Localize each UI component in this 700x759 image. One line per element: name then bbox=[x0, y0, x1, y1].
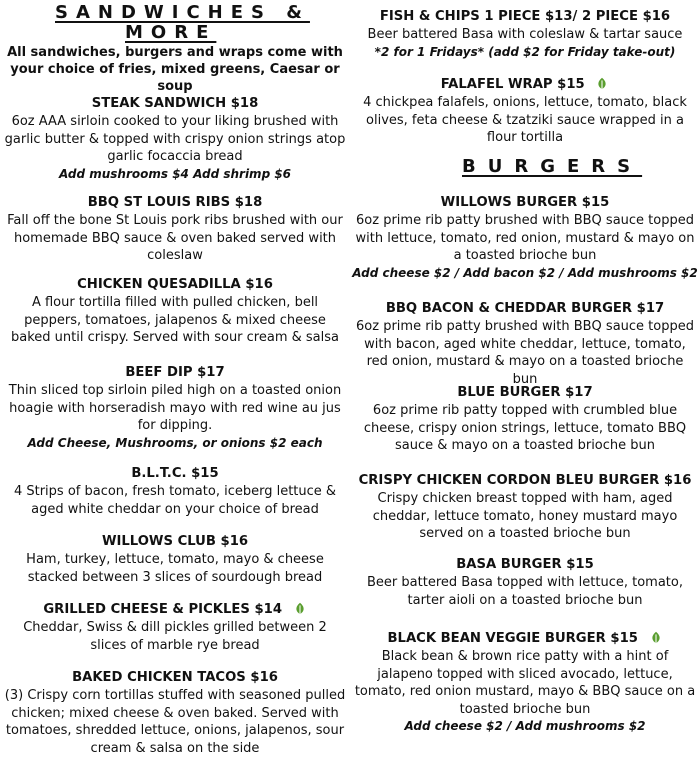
item-description: 6oz prime rib patty topped with crumbled blue cheese, crispy onion strings, lettuce, tomato BBQ sauce & mayo on a toasted brioche bun bbox=[363, 403, 687, 453]
item-title: FISH & CHIPS 1 PIECE $13/ 2 PIECE $16 bbox=[379, 9, 671, 24]
item-add-ons: *2 for 1 Fridays* (add $2 for Friday take-out) bbox=[374, 44, 676, 59]
item-title: B.L.T.C. $15 bbox=[131, 466, 219, 481]
menu-item-willows-club bbox=[0, 533, 350, 586]
item-add-ons: Add Cheese, Mushrooms, or onions $2 each bbox=[27, 435, 323, 450]
item-description: Fall off the bone St Louis pork ribs brushed with our homemade BBQ sauce & oven baked served with coleslaw bbox=[7, 213, 343, 263]
item-description: 6oz AAA sirloin cooked to your liking brushed with garlic butter & topped with crispy onion strings atop garlic focaccia bread bbox=[4, 114, 346, 164]
item-description: Cheddar, Swiss & dill pickles grilled between 2 slices of marble rye bread bbox=[23, 620, 327, 653]
leaf-icon bbox=[595, 76, 609, 90]
menu-item-chicken-quesadilla bbox=[0, 276, 350, 347]
item-title: BEEF DIP $17 bbox=[125, 365, 225, 380]
item-description: Black bean & brown rice patty with a hint of jalapeno topped with sliced avocado, lettuce, tomato, red onion mustard, mayo & BBQ sauce on a toasted brioche bun bbox=[354, 649, 696, 717]
item-description: Ham, turkey, lettuce, tomato, mayo & cheese stacked between 3 slices of sourdough bread bbox=[26, 552, 324, 585]
item-title: BLUE BURGER $17 bbox=[457, 385, 593, 400]
leaf-icon bbox=[649, 630, 663, 644]
item-title: BASA BURGER $15 bbox=[456, 557, 594, 572]
sandwiches-intro bbox=[0, 44, 350, 95]
item-title: WILLOWS BURGER $15 bbox=[440, 195, 610, 210]
menu-item-fish-and-chips bbox=[350, 8, 700, 61]
item-description: Crispy chicken breast topped with ham, aged cheddar, lettuce tomato, honey mustard mayo served on a toasted brioche bun bbox=[372, 491, 678, 541]
item-description: Beer battered Basa with coleslaw & tartar sauce bbox=[367, 27, 683, 42]
menu-item-bbq-ribs bbox=[0, 194, 350, 265]
item-title: WILLOWS CLUB $16 bbox=[101, 534, 249, 549]
intro-line-2: your choice of fries, mixed greens, Caesar or soup bbox=[10, 62, 340, 94]
item-title: BBQ ST LOUIS RIBS $18 bbox=[87, 195, 263, 210]
item-title: GRILLED CHEESE & PICKLES $14 bbox=[43, 602, 283, 617]
leaf-icon bbox=[293, 601, 307, 615]
menu-item-baked-chicken-tacos bbox=[0, 669, 350, 757]
item-title-row bbox=[0, 601, 350, 619]
item-title-row bbox=[350, 630, 700, 648]
item-description: 4 chickpea falafels, onions, lettuce, tomato, black olives, feta cheese & tzatziki sauce wrapped in a flour tortilla bbox=[363, 95, 687, 145]
item-title: STEAK SANDWICH $18 bbox=[91, 96, 259, 111]
item-title: FALAFEL WRAP $15 bbox=[440, 77, 585, 92]
menu-item-beef-dip bbox=[0, 364, 350, 452]
item-add-ons: Add cheese $2 / Add mushrooms $2 bbox=[404, 719, 646, 733]
section-heading-sandwiches: SANDWICHES & bbox=[55, 2, 310, 23]
item-title: CRISPY CHICKEN CORDON BLEU BURGER $16 bbox=[358, 473, 692, 488]
intro-line-1: All sandwiches, burgers and wraps come with bbox=[7, 45, 343, 60]
menu-item-blue-burger bbox=[350, 384, 700, 455]
menu-item-basa-burger bbox=[350, 556, 700, 609]
section-heading-more: MORE bbox=[125, 22, 217, 43]
item-description: 6oz prime rib patty brushed with BBQ sauce topped with bacon, aged white cheddar, lettuce, tomato, red onion, mustard & mayo on a toasted brioche bun bbox=[356, 319, 694, 387]
item-description: (3) Crispy corn tortillas stuffed with seasoned pulled chicken; mixed cheese & oven baked. Served with tomatoes, shredded lettuce, onions, jalapenos, sour cream & salsa on the side bbox=[4, 688, 346, 756]
item-description: 6oz prime rib patty brushed with BBQ sauce topped with lettuce, tomato, red onion, mustard & mayo on a toasted brioche bun bbox=[355, 213, 695, 263]
menu-item-willows-burger bbox=[350, 194, 700, 282]
menu-item-bltc bbox=[0, 465, 350, 518]
item-title: BLACK BEAN VEGGIE BURGER $15 bbox=[387, 631, 638, 646]
item-title-row bbox=[350, 76, 700, 94]
item-description: Thin sliced top sirloin piled high on a toasted onion hoagie with horseradish mayo with red wine au jus for dipping. bbox=[8, 383, 342, 433]
menu-item-falafel-wrap bbox=[350, 76, 700, 147]
item-description: 4 Strips of bacon, fresh tomato, iceberg lettuce & aged white cheddar on your choice of bread bbox=[13, 484, 337, 517]
item-title: BBQ BACON & CHEDDAR BURGER $17 bbox=[385, 301, 665, 316]
item-title: BAKED CHICKEN TACOS $16 bbox=[72, 670, 278, 685]
menu-item-steak-sandwich bbox=[0, 95, 350, 183]
menu-item-cordon-bleu-burger bbox=[350, 472, 700, 543]
menu-item-black-bean-veggie-burger bbox=[350, 630, 700, 735]
menu-item-grilled-cheese bbox=[0, 601, 350, 654]
menu-item-bbq-bacon-cheddar-burger bbox=[350, 300, 700, 388]
item-description: Beer battered Basa topped with lettuce, tomato, tarter aioli on a toasted brioche bun bbox=[367, 575, 683, 608]
item-add-ons: Add mushrooms $4 Add shrimp $6 bbox=[58, 166, 292, 181]
section-heading-burgers: BURGERS bbox=[462, 156, 643, 177]
item-description: A flour tortilla filled with pulled chicken, bell peppers, tomatoes, jalapenos & mixed cheese baked until crispy. Served with sour cream & salsa bbox=[11, 295, 339, 345]
item-add-ons: Add cheese $2 / Add bacon $2 / Add mushrooms $2 bbox=[352, 265, 698, 280]
item-title: CHICKEN QUESADILLA $16 bbox=[77, 277, 273, 292]
